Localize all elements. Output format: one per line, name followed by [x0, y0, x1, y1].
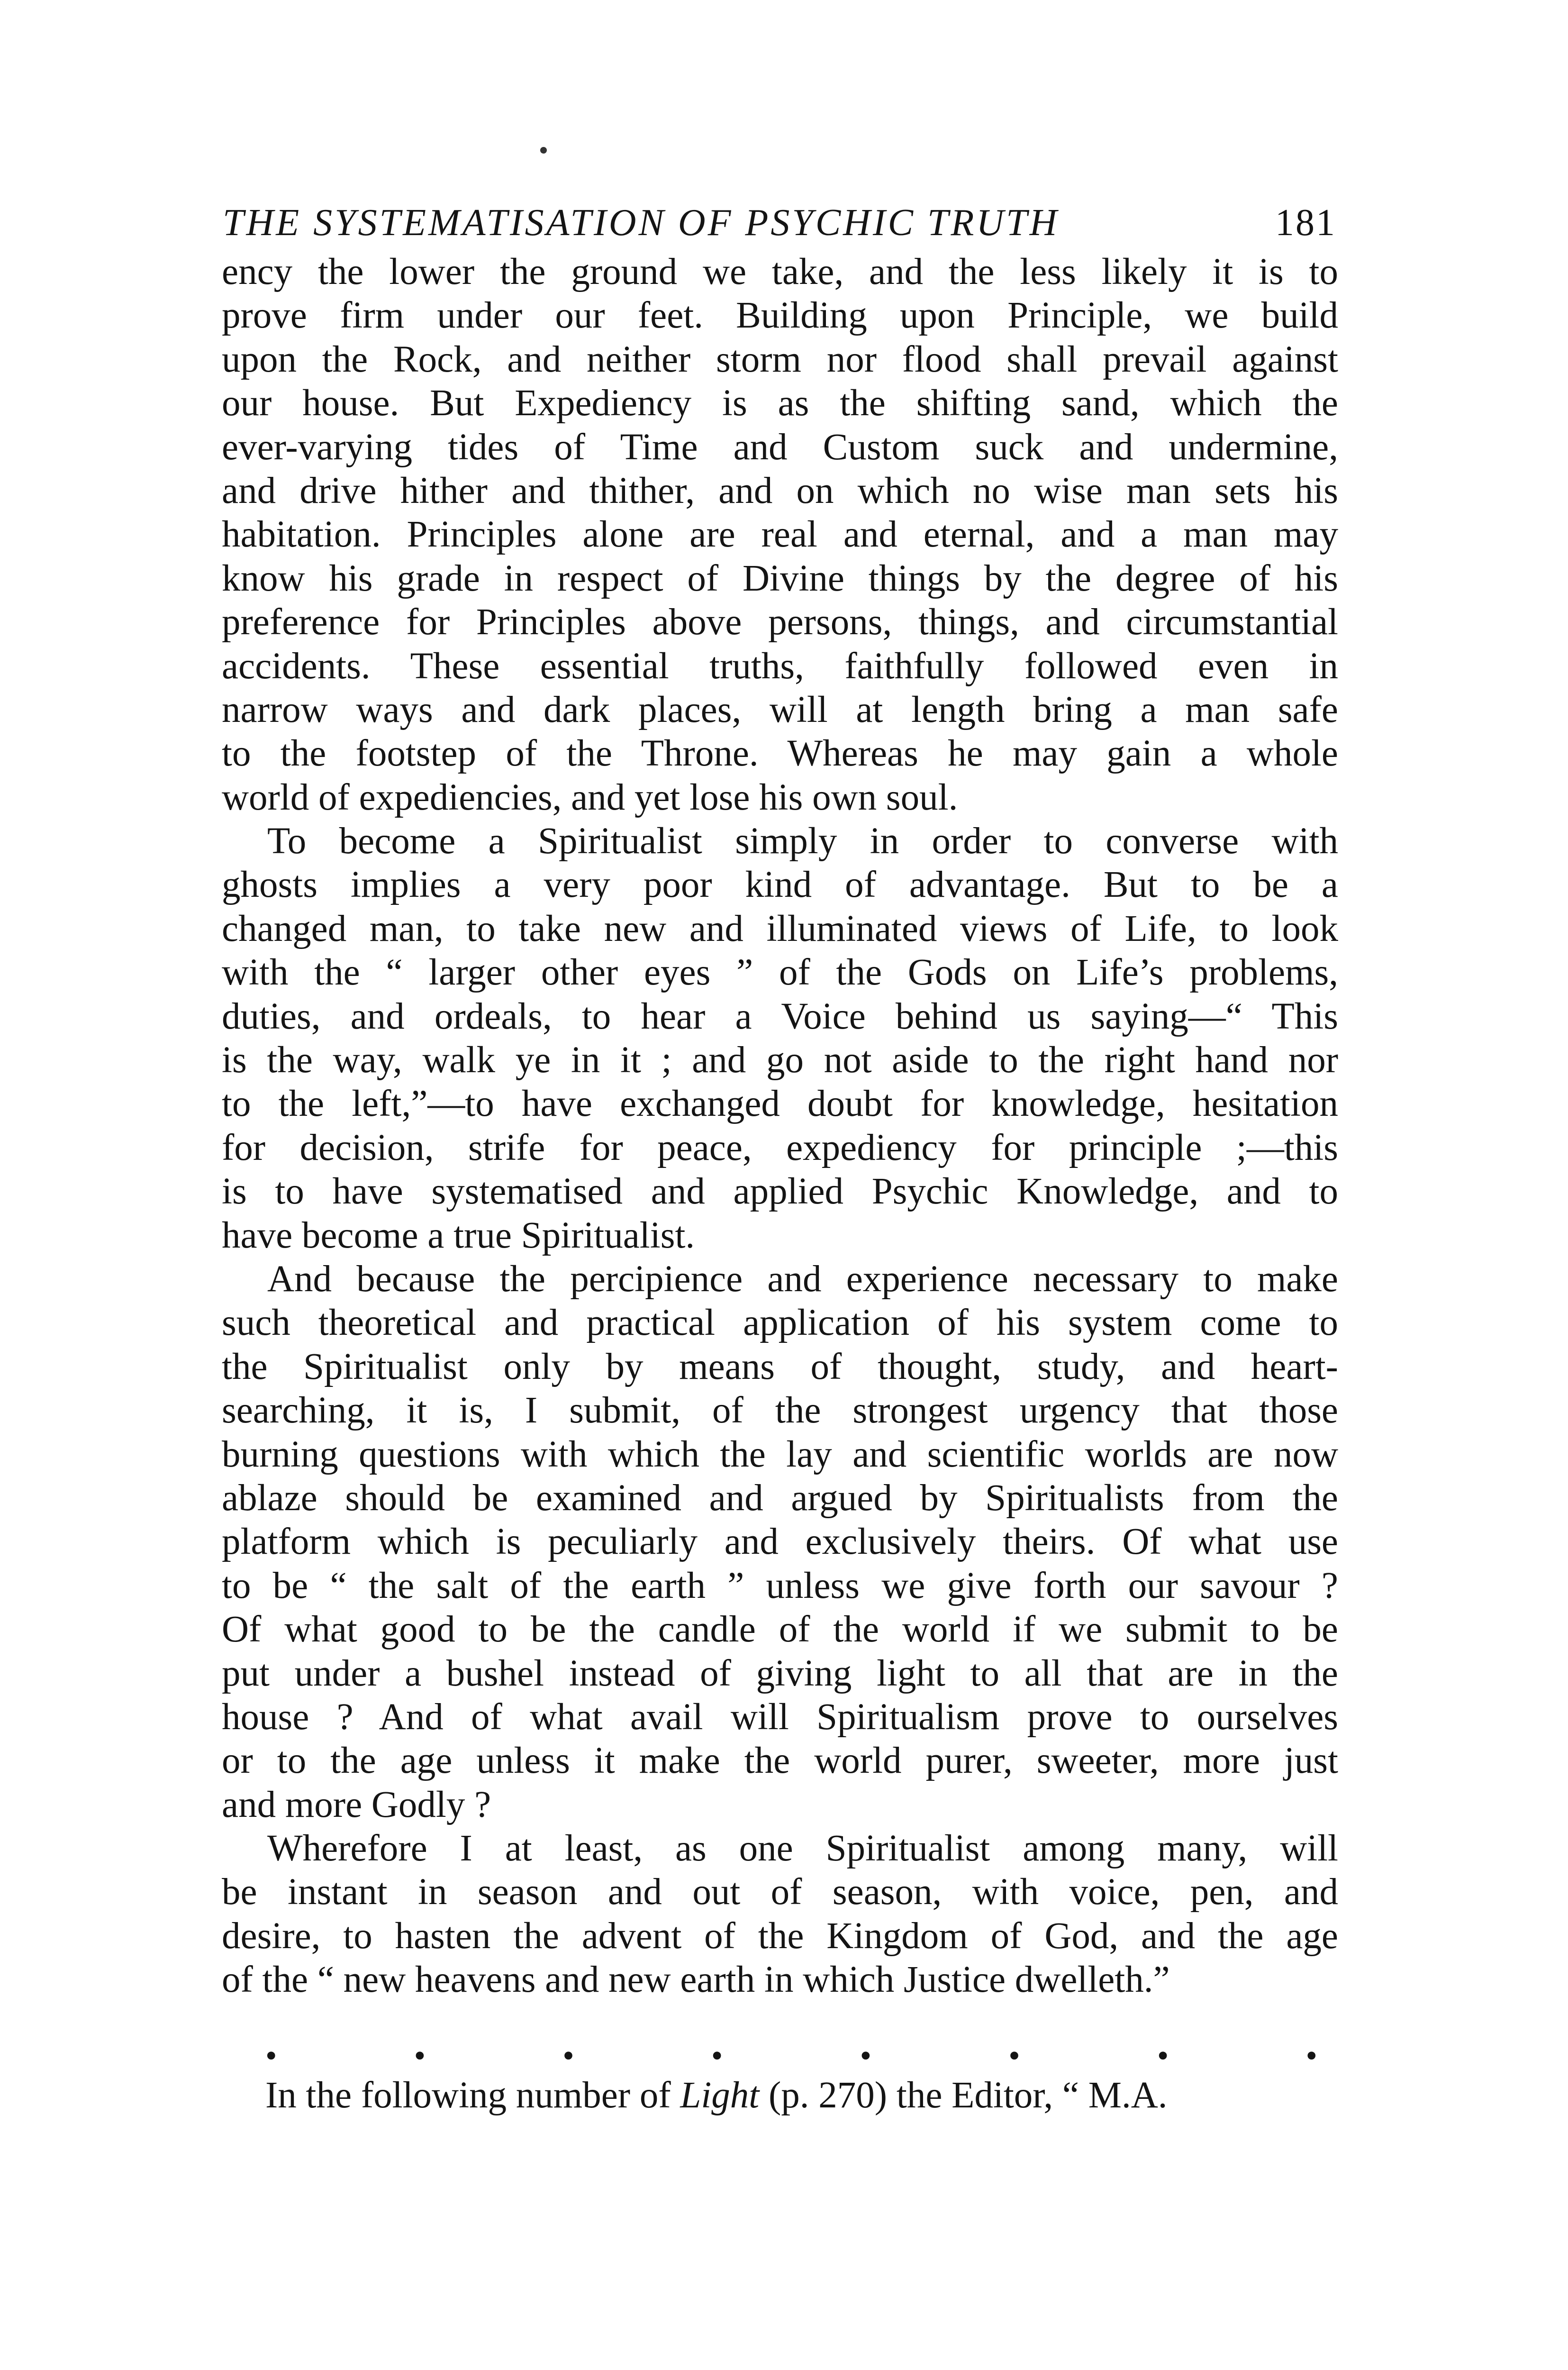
text-line: be instant in season and out of season, with voice, pen, and	[222, 1871, 1338, 1913]
section-break-dot: •	[265, 2038, 277, 2074]
final-line	[265, 2074, 1336, 2117]
section-break-dot: •	[711, 2038, 723, 2074]
text-line: house ? And of what avail will Spiritualism prove to ourselves	[222, 1696, 1338, 1738]
final-line-after: (p. 270) the Editor, “ M.A.	[759, 2075, 1168, 2116]
text-line: ever-varying tides of Time and Custom suck and undermine,	[222, 426, 1338, 468]
text-line: with the “ larger other eyes ” of the Gods on Life’s problems,	[222, 952, 1338, 994]
section-break-dot: •	[1008, 2038, 1020, 2074]
text-line: preference for Principles above persons, things, and circumstantial	[222, 602, 1338, 643]
text-line: accidents. These essential truths, faithfully followed even in	[222, 645, 1338, 687]
text-line: searching, it is, I submit, of the strongest urgency that those	[222, 1390, 1338, 1431]
text-line: is to have systematised and applied Psychic Knowledge, and to	[222, 1171, 1338, 1212]
text-line: upon the Rock, and neither storm nor flood shall prevail against	[222, 338, 1338, 380]
paragraph-3	[222, 1258, 1338, 1827]
section-break	[265, 2038, 1317, 2074]
text-line: burning questions with which the lay and scientific worlds are now	[222, 1433, 1338, 1475]
text-line: And because the percipience and experience necessary to make	[267, 1258, 1338, 1300]
text-line: desire, to hasten the advent of the Kingdom of God, and the age	[222, 1915, 1338, 1957]
text-line: ency the lower the ground we take, and the less likely it is to	[222, 251, 1338, 292]
text-line: ghosts implies a very poor kind of advantage. But to be a	[222, 864, 1338, 906]
running-title: THE SYSTEMATISATION OF PSYCHIC TRUTH	[223, 202, 1060, 244]
text-line: and more Godly ?	[222, 1784, 491, 1825]
paragraph-2	[222, 820, 1338, 1258]
text-line: platform which is peculiarly and exclusively theirs. Of what use	[222, 1521, 1338, 1563]
text-line: of the “ new heavens and new earth in which Justice dwelleth.”	[222, 1959, 1170, 2001]
section-break-dot: •	[414, 2038, 426, 2074]
text-line: habitation. Principles alone are real and eternal, and a man may	[222, 514, 1338, 556]
text-line: to the footstep of the Throne. Whereas he may gain a whole	[222, 733, 1338, 775]
section-break-dot: •	[1305, 2038, 1317, 2074]
text-line: know his grade in respect of Divine things by the degree of his	[222, 557, 1338, 599]
text-line: the Spiritualist only by means of thought, study, and heart-	[222, 1346, 1338, 1387]
text-line: ablaze should be examined and argued by Spiritualists from the	[222, 1477, 1338, 1519]
text-line: prove firm under our feet. Building upon Principle, we build	[222, 295, 1338, 337]
text-line: put under a bushel instead of giving light to all that are in the	[222, 1652, 1338, 1694]
section-break-dot: •	[1157, 2038, 1169, 2074]
text-line: Wherefore I at least, as one Spiritualist among many, will	[267, 1828, 1338, 1869]
section-break-dot: •	[562, 2038, 574, 2074]
final-line-before: In the following number of	[265, 2075, 680, 2116]
running-head	[223, 199, 1336, 246]
text-line: have become a true Spiritualist.	[222, 1214, 695, 1256]
text-line: world of expediencies, and yet lose his own soul.	[222, 776, 958, 818]
text-line: such theoretical and practical application of his system come to	[222, 1302, 1338, 1344]
page-number: 181	[1275, 202, 1336, 244]
ink-speck	[540, 147, 547, 154]
text-line: to the left,”—to have exchanged doubt for knowledge, hesitation	[222, 1083, 1338, 1125]
text-line: is the way, walk ye in it ; and go not aside to the right hand nor	[222, 1039, 1338, 1081]
text-line: for decision, strife for peace, expediency for principle ;—this	[222, 1127, 1338, 1168]
paragraph-4	[222, 1827, 1338, 2002]
text-line: narrow ways and dark places, will at length bring a man safe	[222, 689, 1338, 730]
text-line: Of what good to be the candle of the world if we submit to be	[222, 1609, 1338, 1650]
text-line: duties, and ordeals, to hear a Voice behind us saying—“ This	[222, 995, 1338, 1037]
text-line: or to the age unless it make the world purer, sweeter, more just	[222, 1740, 1338, 1782]
publication-title: Light	[680, 2075, 760, 2116]
text-line: To become a Spiritualist simply in order to converse with	[267, 820, 1338, 862]
text-line: and drive hither and thither, and on which no wise man sets his	[222, 470, 1338, 511]
text-line: our house. But Expediency is as the shifting sand, which the	[222, 383, 1338, 424]
paragraph-1	[222, 250, 1338, 820]
section-break-dot: •	[860, 2038, 872, 2074]
text-line: to be “ the salt of the earth ” unless we give forth our savour ?	[222, 1565, 1338, 1606]
text-line: changed man, to take new and illuminated views of Life, to look	[222, 908, 1338, 949]
body-text	[222, 250, 1338, 2002]
